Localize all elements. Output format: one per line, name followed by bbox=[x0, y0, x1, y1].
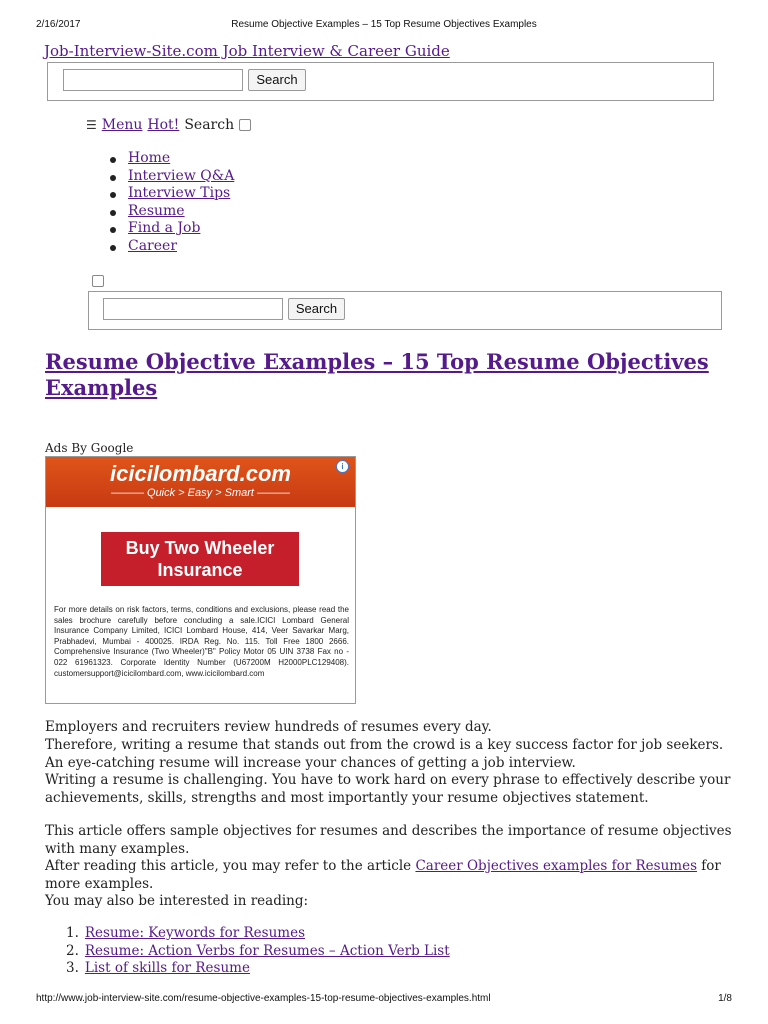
list-item bbox=[66, 925, 450, 943]
print-page-number: 1/8 bbox=[718, 993, 732, 1004]
secondary-search-box bbox=[88, 291, 722, 330]
ad-fine-print: For more details on risk factors, terms, conditions and exclusions, please read the sales brochure carefully before concluding a sale.ICICI Lombard General Insurance Company Limited, ICICI Lombard House, 414, Veer Savarkar Marg, Prabhadevi, Mumbai - 400025. IRDA Reg. No. 115. Toll Free 1800 2666. Comprehensive Insurance (Two Wheeler)"B" Policy Motor 05 UIN 3738 Fax no - 022 61961323. Corporate Identity Number (U67200M H2000PLC129408). customersupport@icicilombard.com, www.icicilombard.com bbox=[54, 605, 349, 678]
nav-item-interview-qa[interactable] bbox=[110, 168, 234, 186]
search-label: Search bbox=[184, 117, 235, 133]
nav-item-resume[interactable] bbox=[110, 203, 234, 221]
paragraph-4: This article offers sample objectives for resumes and describes the importance of resume objectives with many examples. bbox=[45, 823, 732, 857]
print-title: Resume Objective Examples – 15 Top Resume Objectives Examples bbox=[231, 19, 537, 30]
paragraph-1: Employers and recruiters review hundreds of resumes every day. bbox=[45, 719, 492, 735]
print-footer bbox=[0, 993, 768, 1007]
list-number: 3. bbox=[66, 960, 79, 977]
article-title-link[interactable]: Resume Objective Examples – 15 Top Resume Objectives Examples bbox=[45, 349, 709, 400]
reference-link-keywords[interactable]: Resume: Keywords for Resumes bbox=[84, 925, 305, 941]
paragraph-2: Therefore, writing a resume that stands out from the crowd is a key success factor for job seekers. An eye-catching resume will increase your chances of getting a job interview. bbox=[45, 737, 724, 771]
paragraph-5 bbox=[45, 858, 735, 893]
ad-tagline: ——— Quick > Easy > Smart ——— bbox=[110, 487, 291, 499]
ad-cta-line2: Insurance bbox=[157, 560, 243, 580]
paragraph-5-before: After reading this article, you may refer to the article bbox=[45, 858, 416, 874]
site-title-link[interactable]: Job-Interview-Site.com Job Interview & Career Guide bbox=[44, 42, 450, 60]
nav-link-find-a-job[interactable]: Find a Job bbox=[128, 220, 201, 237]
nav-link-home[interactable]: Home bbox=[128, 150, 171, 166]
search-toggle-checkbox[interactable] bbox=[239, 119, 251, 131]
nav-link-career[interactable]: Career bbox=[128, 237, 178, 254]
ad-cta-line1: Buy Two Wheeler bbox=[125, 538, 275, 558]
nav-link-resume[interactable]: Resume bbox=[128, 202, 185, 219]
nav-item-career[interactable] bbox=[110, 238, 234, 256]
reference-link-skills[interactable]: List of skills for Resume bbox=[84, 960, 250, 977]
list-item bbox=[66, 943, 450, 961]
print-url: http://www.job-interview-site.com/resume-objective-examples-15-top-resume-objectives-examples.html bbox=[36, 993, 491, 1004]
menu-link[interactable]: Menu bbox=[101, 117, 143, 133]
ads-label: Ads By Google bbox=[45, 441, 134, 455]
secondary-search-input[interactable] bbox=[103, 298, 283, 320]
top-search-input[interactable] bbox=[63, 69, 243, 91]
list-number: 2. bbox=[66, 942, 79, 959]
list-item bbox=[66, 960, 450, 978]
list-number: 1. bbox=[66, 925, 79, 941]
hot-link[interactable]: Hot! bbox=[147, 117, 180, 133]
menu-row bbox=[86, 117, 251, 133]
paragraph-6: You may also be interested in reading: bbox=[45, 893, 309, 909]
top-search-box bbox=[47, 62, 714, 101]
nav-link-interview-tips[interactable]: Interview Tips bbox=[128, 185, 231, 202]
hamburger-icon[interactable]: ☰ bbox=[86, 118, 97, 132]
print-header bbox=[0, 19, 768, 33]
ad-info-icon[interactable]: i bbox=[336, 460, 349, 473]
paragraph-5-after: for more examples. bbox=[45, 858, 721, 892]
reference-link-action-verbs[interactable]: Resume: Action Verbs for Resumes – Action Verb List bbox=[84, 942, 450, 959]
nav-item-home[interactable] bbox=[110, 150, 234, 168]
ad-brand: icicilombard.com bbox=[110, 461, 291, 486]
main-nav bbox=[110, 150, 234, 256]
references-list bbox=[66, 925, 450, 978]
paragraph-3: Writing a resume is challenging. You have to work hard on every phrase to effectively describe your achievements, skills, strengths and most importantly your resume objectives statement. bbox=[45, 772, 731, 806]
top-search-button[interactable]: Search bbox=[248, 69, 306, 91]
ad-cta-button[interactable] bbox=[101, 532, 299, 586]
ad-banner[interactable] bbox=[45, 456, 356, 704]
career-objectives-link[interactable]: Career Objectives examples for Resumes bbox=[415, 858, 697, 874]
nav-link-interview-qa[interactable]: Interview Q&A bbox=[128, 167, 235, 184]
secondary-checkbox[interactable] bbox=[92, 275, 104, 287]
secondary-search-button[interactable]: Search bbox=[288, 298, 345, 320]
nav-item-find-a-job[interactable] bbox=[110, 220, 234, 238]
print-date: 2/16/2017 bbox=[36, 19, 81, 30]
nav-item-interview-tips[interactable] bbox=[110, 185, 234, 203]
